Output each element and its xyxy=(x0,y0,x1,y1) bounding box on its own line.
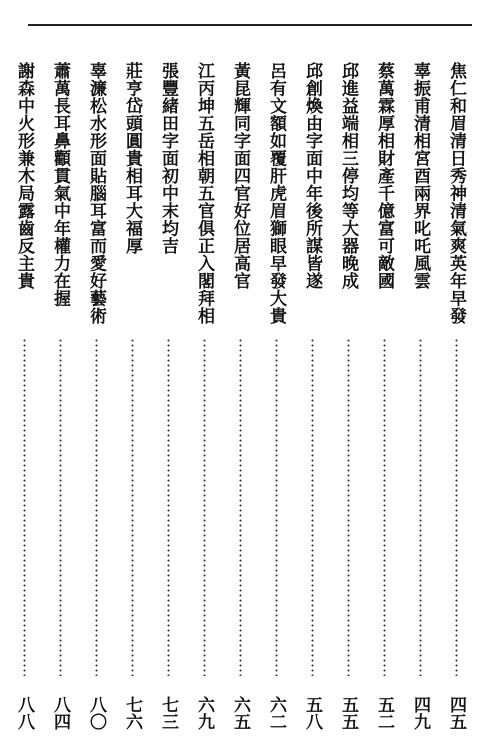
toc-entry xyxy=(152,62,184,730)
toc-entry xyxy=(440,62,472,730)
dot-leader xyxy=(203,338,206,676)
toc-entry-page: 八〇 xyxy=(86,696,106,730)
toc-entry-page: 七三 xyxy=(158,696,178,730)
dot-leader xyxy=(383,338,386,676)
toc-entry xyxy=(260,62,292,730)
toc-entry xyxy=(224,62,256,730)
toc-entry-page: 七六 xyxy=(122,696,142,730)
dot-leader xyxy=(419,338,422,676)
toc-entry-title: 焦仁和眉清日秀神清氣爽英年早發 xyxy=(446,62,466,325)
toc-entry xyxy=(44,62,76,730)
dot-leader xyxy=(131,338,134,676)
toc-entry-page: 六二 xyxy=(266,696,286,730)
dot-leader xyxy=(275,338,278,676)
toc-entry-title: 辜振甫清相宮酉兩界叱吒風雲 xyxy=(410,62,430,290)
toc-entry-page: 四五 xyxy=(446,696,466,730)
toc-entry xyxy=(116,62,148,730)
toc-entry-title: 蔡萬霖厚相財產千億富可敵國 xyxy=(374,62,394,290)
toc-entry-title: 謝森中火形兼木局露齒反主貴 xyxy=(14,62,34,290)
dot-leader xyxy=(23,338,26,676)
toc-entry-page: 六五 xyxy=(230,696,250,730)
toc-entry xyxy=(188,62,220,730)
toc-entry-title: 呂有文額如覆肝虎眉獅眼早發大貴 xyxy=(266,62,286,325)
toc-entry-page: 八四 xyxy=(50,696,70,730)
toc-entry xyxy=(0,62,4,730)
toc-entry-title xyxy=(0,62,4,290)
toc-entry-page: 八八 xyxy=(14,696,34,730)
dot-leader xyxy=(167,338,170,676)
toc-entry-title: 黃昆輝同字面四官好位居高官 xyxy=(230,62,250,290)
dot-leader xyxy=(59,338,62,676)
dot-leader xyxy=(347,338,350,676)
toc-entry-page: 四九 xyxy=(410,696,430,730)
toc-entry-title: 江丙坤五岳相朝五官俱正入閣拜相 xyxy=(194,62,214,325)
toc-entry-page: 六九 xyxy=(194,696,214,730)
dot-leader xyxy=(455,338,458,676)
dot-leader xyxy=(239,338,242,676)
dot-leader xyxy=(95,338,98,676)
toc-entry xyxy=(80,62,112,730)
toc-entry xyxy=(332,62,364,730)
toc-entry-title: 張豐緒田字面初中末均吉 xyxy=(158,62,178,255)
table-of-contents xyxy=(0,62,472,730)
toc-entry xyxy=(368,62,400,730)
toc-entry-page: 五八 xyxy=(302,696,322,730)
toc-entry-title: 邱進益端相三停均等大器晚成 xyxy=(338,62,358,290)
dot-leader xyxy=(311,338,314,676)
toc-entry-title: 莊亨岱頭圓貴相耳大福厚 xyxy=(122,62,142,255)
toc-entry xyxy=(296,62,328,730)
toc-entry xyxy=(404,62,436,730)
toc-entry-title: 邱創煥由字面中年後所謀皆遂 xyxy=(302,62,322,290)
toc-entry-title: 蕭萬長耳鼻顴貫氣中年權力在握 xyxy=(50,62,70,307)
toc-entry-page: 五五 xyxy=(338,696,358,730)
top-rule xyxy=(28,24,472,26)
toc-entry-page xyxy=(0,696,4,730)
toc-entry-title: 辜濂松水形面貼腦耳富而愛好藝術 xyxy=(86,62,106,325)
toc-entry xyxy=(8,62,40,730)
toc-entry-page: 五二 xyxy=(374,696,394,730)
